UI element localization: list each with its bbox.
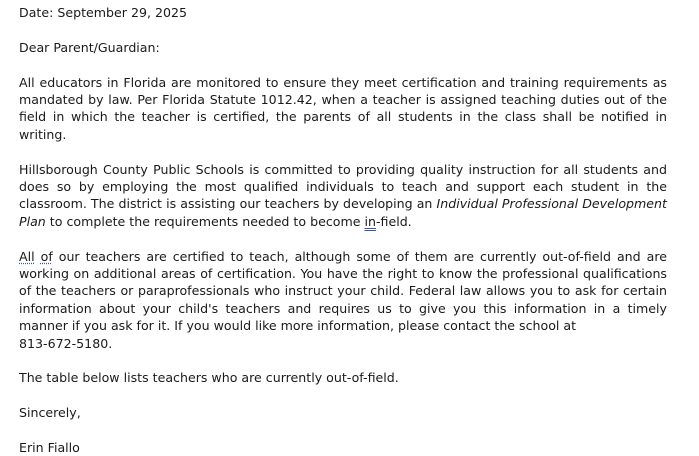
grammar-underlined-word: of bbox=[40, 248, 53, 264]
spacer bbox=[19, 387, 667, 404]
spacer bbox=[19, 422, 667, 439]
paragraph-text: to complete the requirements needed to become bbox=[45, 213, 365, 229]
letter-date: Date: September 29, 2025 bbox=[19, 5, 188, 20]
letter-closing: Sincerely, bbox=[19, 405, 81, 421]
paragraph-text: Hillsborough County Public Schools is committed to providing quality instruction for all students and does so by employing the most qualified individuals to teach and support each student in the classroom. The district is assisting our teachers by developing an bbox=[19, 161, 667, 212]
school-phone: 813-672-5180. bbox=[19, 335, 113, 351]
spacer bbox=[19, 352, 667, 369]
paragraph-text: -field. bbox=[375, 213, 412, 229]
paragraph-parent-rights bbox=[19, 248, 667, 352]
paragraph-certification: All educators in Florida are monitored to ensure they meet certification and training requirements as mandated by law. Per Florida Statute 1012.42, when a teacher is assigned teaching duties out of the field in which the teacher is certified, the parents of all students in the class shall be notified in writing. bbox=[19, 74, 667, 142]
letter-salutation: Dear Parent/Guardian: bbox=[19, 39, 160, 55]
paragraph-text: our teachers are certified to teach, although some of them are currently out-of-field and are working on additional areas of certification. You have the right to know the professional qualifications of the teachers or paraprofessionals who instruct your child. Federal law allows you to ask for certain information about your child's teachers and requires us to give you this information in a timely manner if you ask for it. If you would like more information, please contact the school at bbox=[19, 248, 667, 334]
spacer bbox=[19, 230, 667, 247]
spacer bbox=[19, 56, 667, 73]
spacer bbox=[19, 143, 667, 160]
signature-name: Erin Fiallo bbox=[19, 440, 80, 456]
plan-name-italic: Individual Professional Development Plan bbox=[19, 196, 667, 229]
spellcheck-underlined-word: in bbox=[364, 213, 376, 229]
grammar-underlined-word: All bbox=[19, 248, 35, 264]
letter-body bbox=[19, 4, 667, 456]
paragraph-district-commitment bbox=[19, 161, 667, 231]
spacer bbox=[19, 21, 667, 38]
table-note: The table below lists teachers who are currently out-of-field. bbox=[19, 370, 399, 386]
